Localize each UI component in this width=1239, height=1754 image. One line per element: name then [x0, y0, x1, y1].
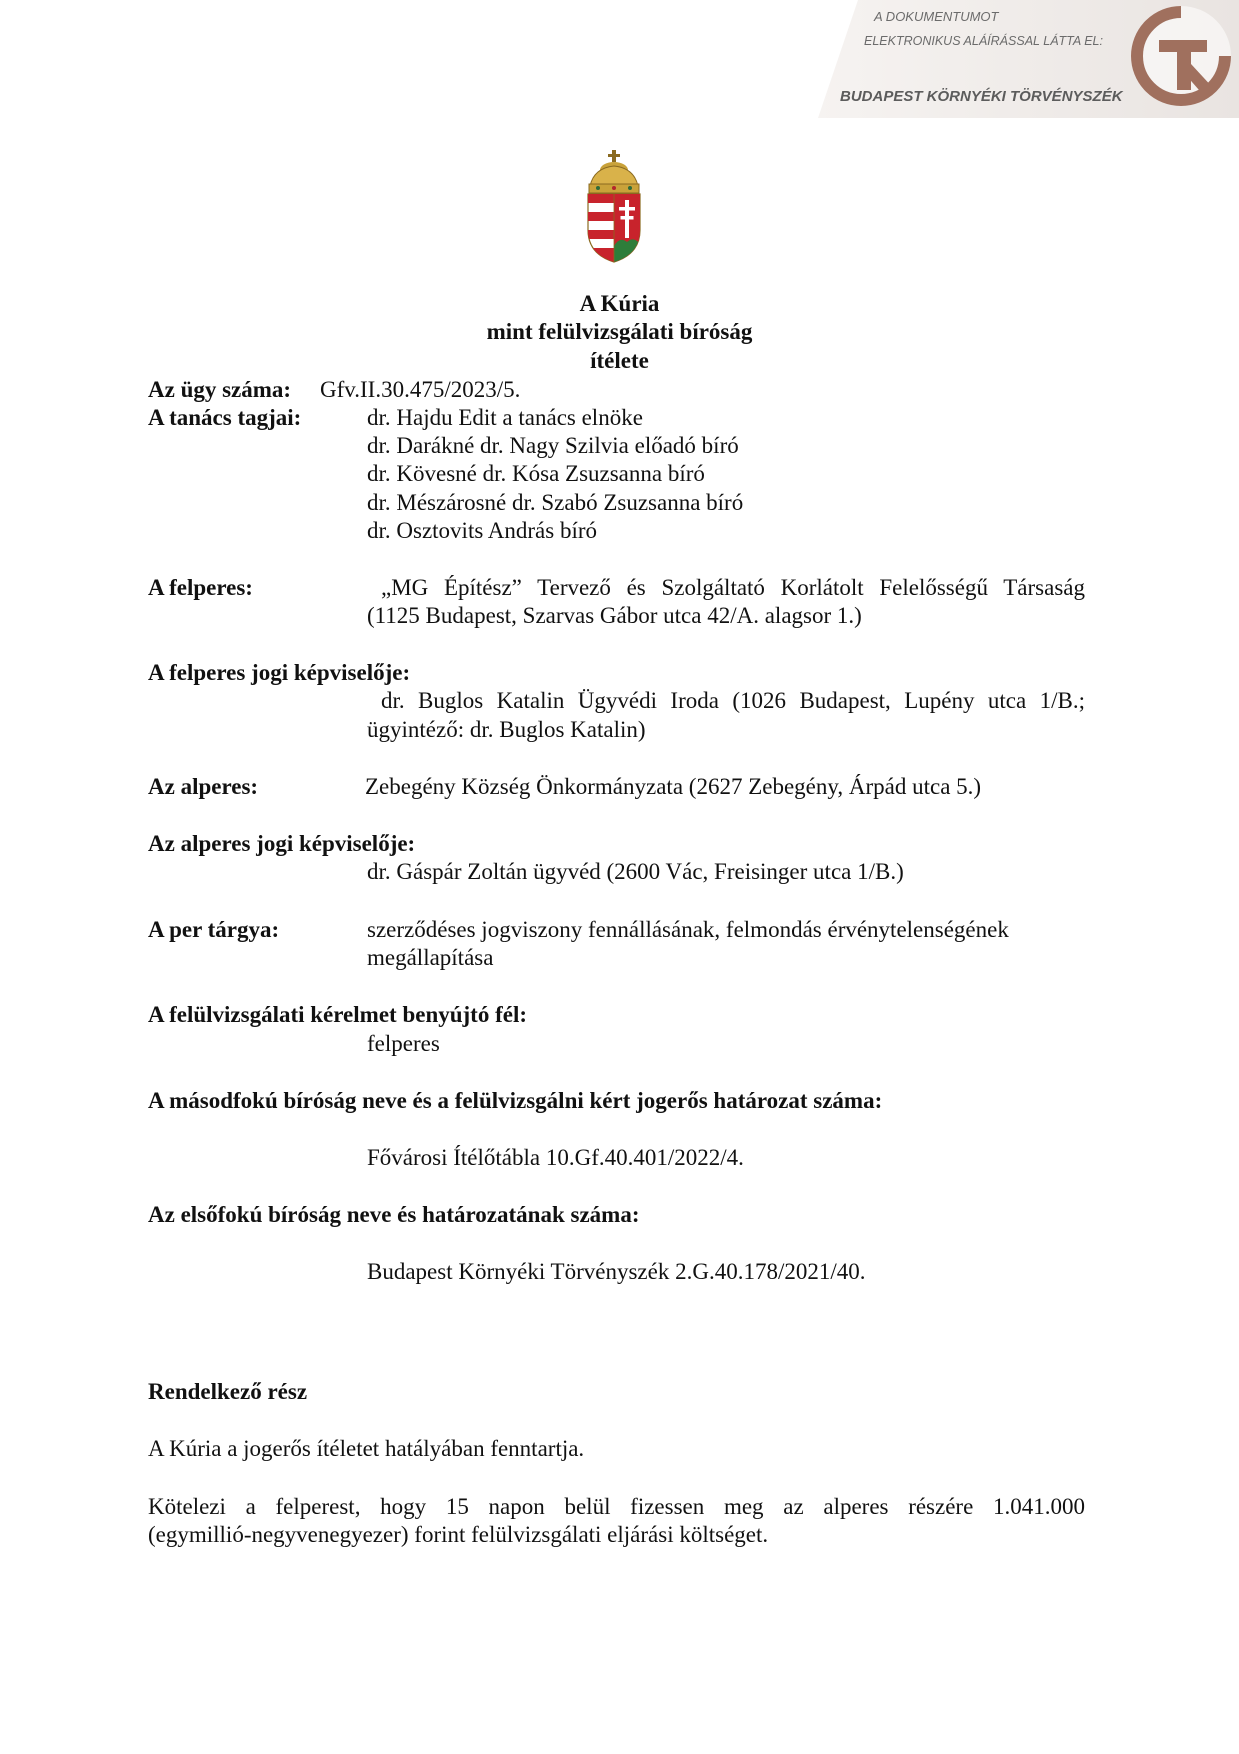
court-title: A Kúria [579, 291, 660, 316]
petitioner-value: felperes [367, 1031, 440, 1056]
hungarian-coat-of-arms-icon [584, 150, 644, 264]
subject-line-1: szerződéses jogviszony fennállásának, felmondás érvénytelenségének [367, 917, 1009, 942]
council-member: dr. Kövesné dr. Kósa Zsuzsanna bíró [367, 461, 705, 486]
case-number-value: Gfv.II.30.475/2023/5. [320, 377, 521, 402]
first-court-label: Az elsőfokú bíróság neve és határozatának száma: [148, 1202, 640, 1227]
petitioner-label: A felülvizsgálati kérelmet benyújtó fél: [148, 1002, 528, 1027]
ruling-paragraph-1: A Kúria a jogerős ítéletet hatályában fenntartja. [148, 1436, 585, 1461]
plaintiff-address: (1125 Budapest, Szarvas Gábor utca 42/A. alagsor 1.) [367, 603, 862, 628]
defendant-value: Zebegény Község Önkormányzata (2627 Zebegény, Árpád utca 5.) [365, 774, 982, 799]
stamp-line-3: BUDAPEST KÖRNYÉKI TÖRVÉNYSZÉK [840, 88, 1123, 105]
plaintiff-label: A felperes: [148, 575, 253, 600]
court-subtitle: mint felülvizsgálati bíróság [486, 319, 753, 344]
stamp-line-1: A DOKUMENTUMOT [874, 9, 999, 24]
plaintiff-name: „MG Építész” Tervező és Szolgáltató Korlátolt Felelősségű Társaság [381, 575, 1085, 600]
council-member: dr. Mészárosné dr. Szabó Zsuzsanna bíró [367, 490, 744, 515]
ruling-paragraph-2-line-2: (egymillió-negyvenegyezer) forint felülvizsgálati eljárási költséget. [148, 1522, 769, 1547]
case-number-label: Az ügy száma: [148, 377, 292, 402]
council-label: A tanács tagjai: [148, 405, 302, 430]
second-court-value: Fővárosi Ítélőtábla 10.Gf.40.401/2022/4. [367, 1145, 744, 1170]
stamp-line-2: ELEKTRONIKUS ALÁÍRÁSSAL LÁTTA EL: [864, 34, 1103, 48]
second-court-label: A másodfokú bíróság neve és a felülvizsgálni kért jogerős határozat száma: [148, 1088, 883, 1113]
council-member: dr. Hajdu Edit a tanács elnöke [367, 405, 643, 430]
ruling-paragraph-2-line-1: Kötelezi a felperest, hogy 15 napon belül fizessen meg az alperes részére 1.041.000 [148, 1494, 1085, 1519]
council-member: dr. Osztovits András bíró [367, 518, 597, 543]
subject-label: A per tárgya: [148, 917, 280, 942]
court-logo-icon [1129, 4, 1233, 108]
plaintiff-rep-line-1: dr. Buglos Katalin Ügyvédi Iroda (1026 Budapest, Lupény utca 1/B.; [381, 688, 1085, 713]
subject-line-2: megállapítása [367, 945, 494, 970]
defendant-label: Az alperes: [148, 774, 259, 799]
defendant-rep-value: dr. Gáspár Zoltán ügyvéd (2600 Vác, Freisinger utca 1/B.) [367, 859, 904, 884]
judgment-title: ítélete [590, 348, 649, 373]
ruling-heading: Rendelkező rész [148, 1379, 308, 1404]
defendant-rep-label: Az alperes jogi képviselője: [148, 831, 416, 856]
first-court-value: Budapest Környéki Törvényszék 2.G.40.178/2021/40. [367, 1259, 866, 1284]
plaintiff-rep-label: A felperes jogi képviselője: [148, 660, 411, 685]
plaintiff-rep-line-2: ügyintéző: dr. Buglos Katalin) [367, 717, 646, 742]
council-member: dr. Darákné dr. Nagy Szilvia előadó bíró [367, 433, 739, 458]
electronic-signature-stamp [818, 0, 1239, 118]
